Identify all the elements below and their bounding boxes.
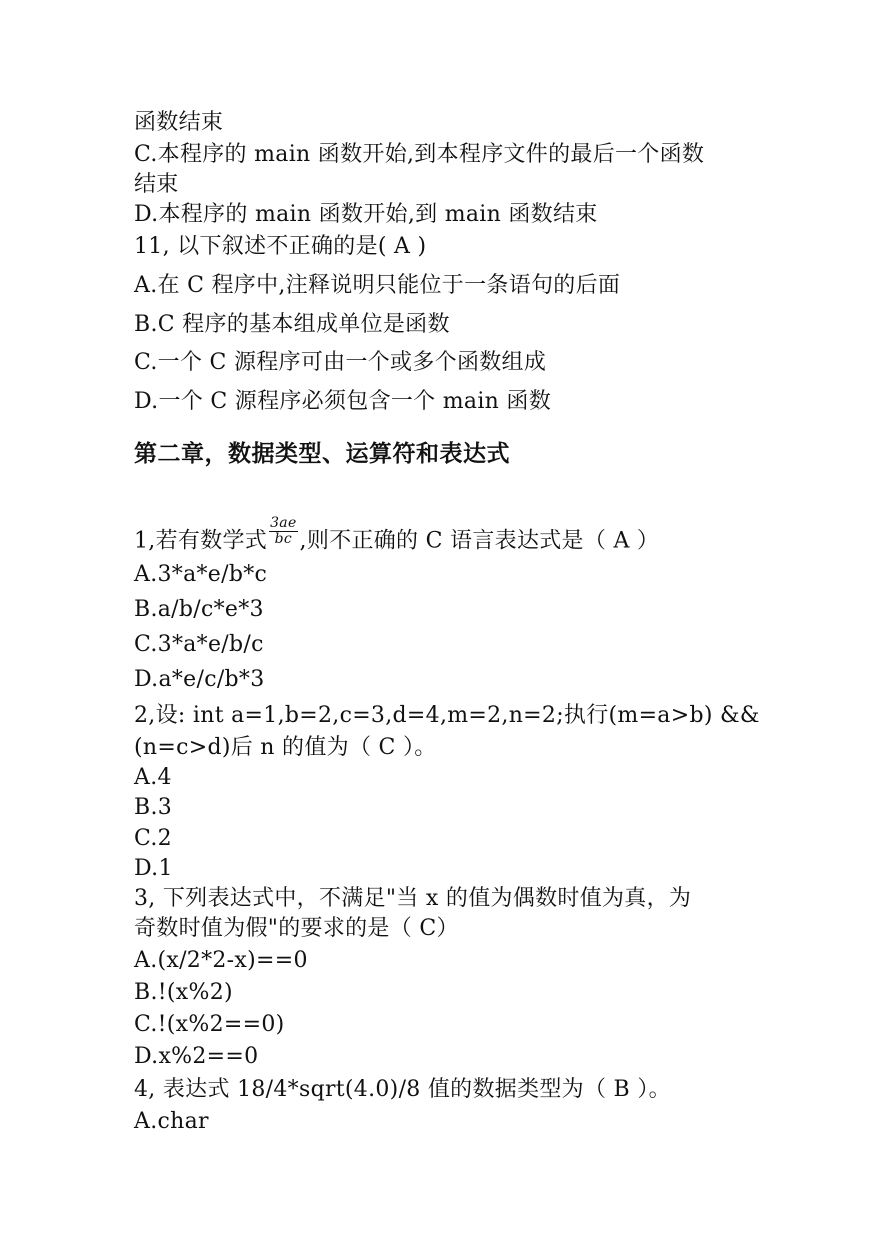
question-1-suffix: ,则不正确的 C 语言表达式是（ A ） [299, 528, 660, 554]
option-line: D.x%2==0 [134, 1044, 259, 1069]
option-line: D.一个 C 源程序必须包含一个 main 函数 [134, 389, 552, 414]
option-line: A.在 C 程序中,注释说明只能位于一条语句的后面 [134, 273, 621, 298]
option-line: B.3 [134, 795, 173, 820]
option-line: A.4 [134, 765, 172, 790]
option-line: C.3*a*e/b/c [134, 632, 264, 657]
chapter-heading: 第二章，数据类型、运算符和表达式 [134, 441, 510, 467]
option-line: B.!(x%2) [134, 980, 233, 1005]
fraction-numerator: 3ae [270, 515, 297, 531]
question-11-stem: 11, 以下叙述不正确的是( A ) [134, 234, 427, 259]
text-line: 结束 [134, 172, 179, 197]
option-line: B.C 程序的基本组成单位是函数 [134, 312, 450, 337]
option-line: A.char [134, 1109, 209, 1134]
option-line: D.a*e/c/b*3 [134, 667, 265, 692]
question-4-stem: 4, 表达式 18/4*sqrt(4.0)/8 值的数据类型为（ B ）。 [134, 1077, 671, 1102]
question-3-stem: 3, 下列表达式中，不满足"当 x 的值为偶数时值为真，为 [134, 886, 692, 911]
text-line: 函数结束 [134, 110, 224, 135]
text-line: D.本程序的 main 函数开始,到 main 函数结束 [134, 202, 598, 227]
question-3-stem-cont: 奇数时值为假"的要求的是（ C） [134, 916, 459, 941]
option-line: D.1 [134, 856, 173, 881]
option-line: C.2 [134, 826, 172, 851]
option-line: A.(x/2*2-x)==0 [134, 948, 308, 973]
option-line: C.!(x%2==0) [134, 1012, 285, 1037]
option-line: B.a/b/c*e*3 [134, 597, 264, 622]
option-line: A.3*a*e/b*c [134, 562, 268, 587]
question-2-stem: 2,设: int a=1,b=2,c=3,d=4,m=2,n=2;执行(m=a>b) && [134, 703, 760, 728]
question-1-prefix: 1,若有数学式 [134, 528, 268, 554]
math-fraction [269, 516, 297, 547]
question-1-stem [134, 515, 660, 557]
option-line: C.一个 C 源程序可由一个或多个函数组成 [134, 350, 547, 375]
fraction-denominator: bc [274, 531, 293, 547]
question-2-stem-cont: (n=c>d)后 n 的值为（ C ）。 [134, 735, 437, 760]
text-line: C.本程序的 main 函数开始,到本程序文件的最后一个函数 [134, 142, 705, 167]
